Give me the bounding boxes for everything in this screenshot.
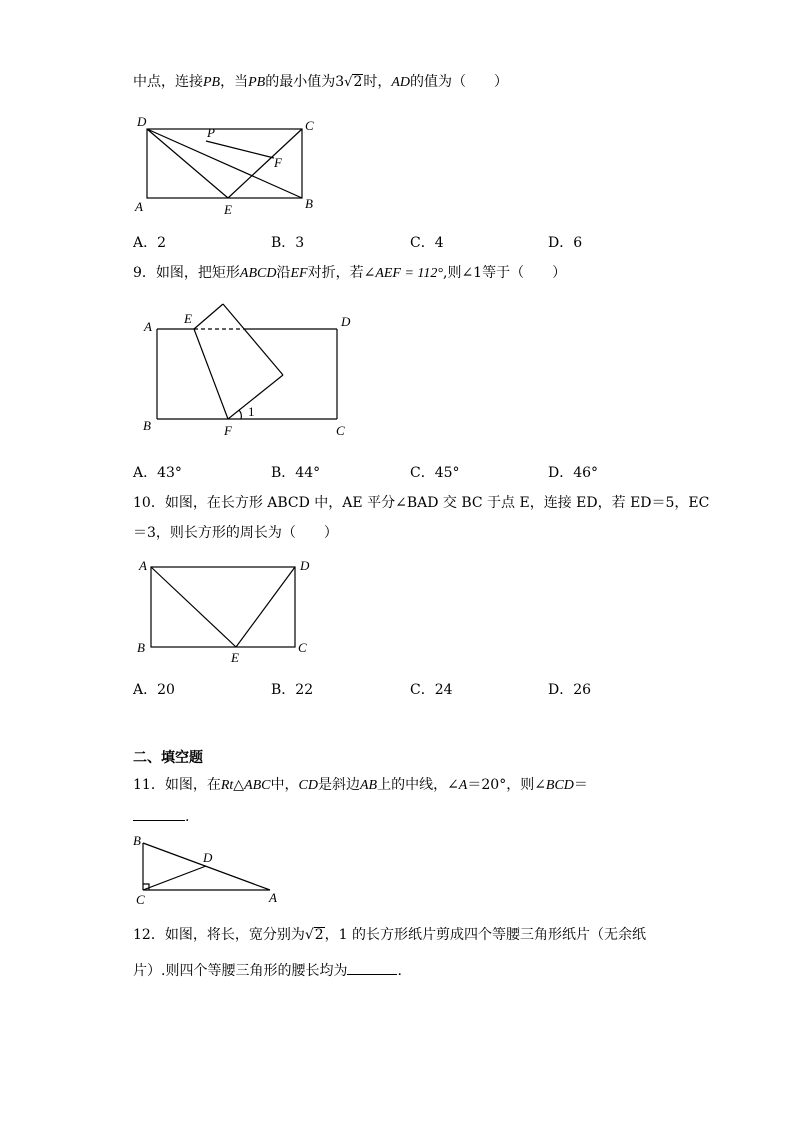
q8-text-d: 时， bbox=[363, 74, 392, 90]
q12-text-c: 片）.则四个等腰三角形的腰长均为 bbox=[133, 963, 348, 979]
q10-line-2: ＝3，则长方形的周长为（ ） bbox=[133, 525, 338, 541]
q9-option-c[interactable]: C．45° bbox=[410, 465, 460, 481]
q8-segment-ec bbox=[228, 129, 302, 198]
q11-answer-blank[interactable] bbox=[133, 806, 185, 821]
q11-label-b: B bbox=[133, 833, 141, 848]
q9-label-b: B bbox=[143, 418, 151, 433]
q8-radicand: 2 bbox=[353, 74, 363, 90]
q9-text bbox=[133, 263, 566, 284]
q10-options bbox=[133, 679, 693, 699]
q9-flap-right bbox=[223, 304, 283, 375]
q8-label-b: B bbox=[305, 196, 313, 211]
q8-option-b[interactable]: B．3 bbox=[271, 235, 305, 251]
q9-label-d: D bbox=[341, 314, 351, 329]
q11-text bbox=[133, 775, 588, 796]
q10-line-1: 10．如图，在长方形 ABCD 中，AE 平分∠BAD 交 BC 于点 E，连接 ED，若 ED＝5，EC bbox=[133, 495, 710, 511]
q8-pb-1: PB bbox=[203, 75, 221, 90]
q12-line-2 bbox=[133, 960, 402, 981]
q10-segment-ed bbox=[236, 567, 295, 647]
q9-label-e: E bbox=[184, 311, 192, 326]
q11-figure bbox=[130, 832, 290, 907]
q8-text-c: 的最小值为 bbox=[265, 74, 336, 90]
q9-option-b[interactable]: B．44° bbox=[271, 465, 321, 481]
q11-abc: ABC bbox=[244, 778, 271, 793]
q8-segment-pf bbox=[206, 141, 274, 158]
q8-text-e: 的值为（ ） bbox=[410, 74, 509, 90]
q11-triangle-symbol: △ bbox=[233, 777, 245, 793]
q11-label-d: D bbox=[203, 850, 213, 865]
q11-label-c: C bbox=[136, 892, 145, 907]
q9-label-f: F bbox=[224, 423, 232, 438]
q9-fold-ef bbox=[194, 329, 228, 419]
q8-text-a: 中点，连接 bbox=[133, 74, 203, 90]
q9-text-c: 对折，若 bbox=[307, 265, 364, 281]
q9-flap-top bbox=[194, 304, 223, 329]
q9-angle-arc bbox=[239, 410, 241, 419]
q9-options bbox=[133, 462, 693, 482]
q10-label-b: B bbox=[137, 640, 145, 655]
q12-text-a: 12．如图，将长，宽分别为 bbox=[133, 927, 305, 943]
q10-segment-ae bbox=[151, 567, 236, 647]
q9-text-b: 沿 bbox=[276, 265, 291, 281]
q8-label-e: E bbox=[224, 202, 232, 217]
section-heading-fill-in: 二、填空题 bbox=[133, 750, 203, 766]
q10-option-a[interactable]: A．20 bbox=[133, 682, 175, 698]
q11-text-c: 是斜边 bbox=[317, 777, 360, 793]
q11-text-a: 11．如图，在 bbox=[133, 777, 221, 793]
q8-figure bbox=[130, 110, 330, 220]
q11-answer-line bbox=[133, 806, 189, 827]
q11-median-cd bbox=[143, 866, 206, 890]
q8-pb-2: PB bbox=[248, 75, 266, 90]
q10-label-d: D bbox=[300, 558, 310, 573]
q8-option-a[interactable]: A．2 bbox=[133, 235, 167, 251]
q8-option-d[interactable]: D．6 bbox=[548, 235, 583, 251]
q11-text-d: 上的中线， bbox=[377, 777, 448, 793]
q11-label-a: A bbox=[269, 890, 277, 905]
q12-radical-sign: √ bbox=[304, 927, 314, 943]
q8-radical-sign: √ bbox=[344, 75, 353, 90]
q9-figure bbox=[135, 298, 365, 443]
q10-option-c[interactable]: C．24 bbox=[410, 682, 453, 698]
q12-period: . bbox=[397, 963, 402, 979]
q11-cd: CD bbox=[298, 778, 318, 793]
q9-text-d: ,则∠1等于（ ） bbox=[443, 265, 567, 281]
q11-angle-a: ∠A bbox=[447, 778, 468, 793]
q11-rt: Rt bbox=[220, 778, 234, 793]
q8-option-c[interactable]: C．4 bbox=[410, 235, 444, 251]
q8-text-b: ，当 bbox=[220, 74, 249, 90]
q11-text-f: ＝ bbox=[573, 777, 588, 793]
q8-label-d: D bbox=[137, 114, 147, 129]
q9-ef: EF bbox=[290, 266, 308, 281]
q10-label-e: E bbox=[231, 650, 239, 665]
q9-option-d[interactable]: D．46° bbox=[548, 465, 599, 481]
q11-text-b: 中， bbox=[270, 777, 299, 793]
q8-text bbox=[133, 72, 508, 93]
q9-text-a: 9．如图，把矩形 bbox=[133, 265, 240, 281]
q11-text-e: ＝20°，则∠ bbox=[467, 777, 546, 793]
q8-segment-de bbox=[147, 129, 228, 198]
q9-flap-bottom bbox=[228, 375, 283, 419]
q8-label-p: P bbox=[207, 125, 215, 140]
q9-label-c: C bbox=[336, 423, 345, 438]
q9-abcd: ABCD bbox=[239, 266, 277, 281]
q12-line-1 bbox=[133, 925, 646, 945]
q8-options bbox=[133, 232, 693, 252]
q9-label-a: A bbox=[144, 319, 152, 334]
q9-angle: ∠AEF = 112° bbox=[363, 266, 443, 281]
q11-bcd: BCD bbox=[545, 778, 574, 793]
q8-label-f: F bbox=[274, 155, 282, 170]
q12-radicand: 2 bbox=[314, 927, 324, 943]
q11-period: . bbox=[185, 809, 190, 825]
q10-label-c: C bbox=[298, 640, 307, 655]
q10-label-a: A bbox=[139, 558, 147, 573]
q12-answer-blank[interactable] bbox=[347, 960, 397, 975]
q8-label-c: C bbox=[305, 118, 314, 133]
q9-option-a[interactable]: A．43° bbox=[133, 465, 182, 481]
q10-option-d[interactable]: D．26 bbox=[548, 682, 592, 698]
q11-ab: AB bbox=[359, 778, 378, 793]
q10-option-b[interactable]: B．22 bbox=[271, 682, 314, 698]
q12-text-b: ，1 的长方形纸片剪成四个等腰三角形纸片（无余纸 bbox=[324, 927, 647, 943]
q8-ad: AD bbox=[391, 75, 411, 90]
q10-figure bbox=[130, 555, 330, 670]
q9-label-1: 1 bbox=[248, 404, 255, 419]
q8-coef: 3 bbox=[335, 74, 345, 90]
q8-label-a: A bbox=[135, 199, 143, 214]
